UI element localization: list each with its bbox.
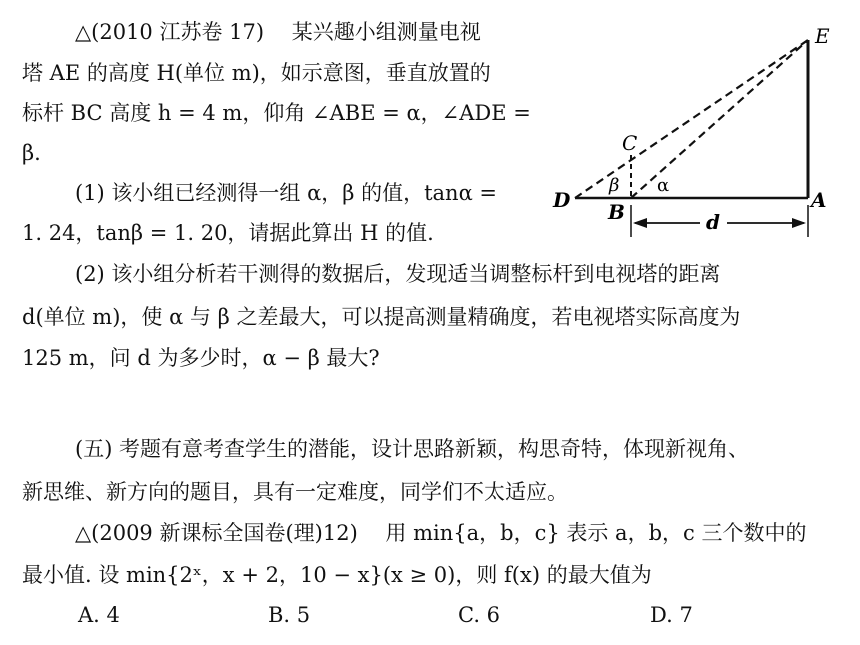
problem1-line1: △(2010 江苏卷 17) 某兴趣小组测量电视 xyxy=(75,20,481,44)
problem1-line3: 标杆 BC 高度 h = 4 m，仰角 ∠ABE = α，∠ADE = xyxy=(22,101,531,125)
section5-line2: 新思维、新方向的题目，具有一定难度，同学们不太适应。 xyxy=(22,480,568,504)
option-c[interactable]: C. 6 xyxy=(458,603,501,627)
option-d[interactable]: D. 7 xyxy=(650,603,693,627)
label-e: E xyxy=(815,24,830,48)
label-alpha: α xyxy=(657,175,670,196)
problem1-line4: β. xyxy=(22,141,41,165)
problem1-line7: (2) 该小组分析若干测得的数据后，发现适当调整标杆到电视塔的距离 xyxy=(75,262,721,286)
distance-arrowhead-left xyxy=(633,218,647,228)
label-d-point: D xyxy=(553,188,571,212)
problem1-line6: 1. 24，tanβ = 1. 20，请据此算出 H 的值. xyxy=(22,221,434,245)
distance-arrowhead-right xyxy=(792,218,806,228)
problem1-line9: 125 m，问 d 为多少时，α − β 最大? xyxy=(22,346,380,370)
problem1-line5: (1) 该小组已经测得一组 α，β 的值，tanα = xyxy=(75,181,498,205)
answer-options xyxy=(0,600,860,632)
option-a[interactable]: A. 4 xyxy=(78,603,120,627)
problem1-line8: d(单位 m)，使 α 与 β 之差最大，可以提高测量精确度，若电视塔实际高度为 xyxy=(22,305,741,329)
tower-diagram xyxy=(545,15,845,240)
section5-line1: (五) 考题有意考查学生的潜能，设计思路新颖，构思奇特，体现新视角、 xyxy=(75,437,750,461)
problem2-line1: △(2009 新课标全国卷(理)12) 用 min{a，b，c} 表示 a，b，c 三个数中的 xyxy=(75,521,807,545)
label-b: B xyxy=(608,200,625,224)
label-d-distance: d xyxy=(706,210,720,234)
problem1-line2: 塔 AE 的高度 H(单位 m)，如示意图，垂直放置的 xyxy=(22,61,491,85)
label-a: A xyxy=(811,188,827,212)
label-c: C xyxy=(622,131,638,155)
label-beta: β xyxy=(609,175,620,196)
problem2-line2: 最小值. 设 min{2ˣ，x + 2，10 − x}(x ≥ 0)，则 f(x) 的最大值为 xyxy=(22,563,652,587)
option-b[interactable]: B. 5 xyxy=(268,603,311,627)
